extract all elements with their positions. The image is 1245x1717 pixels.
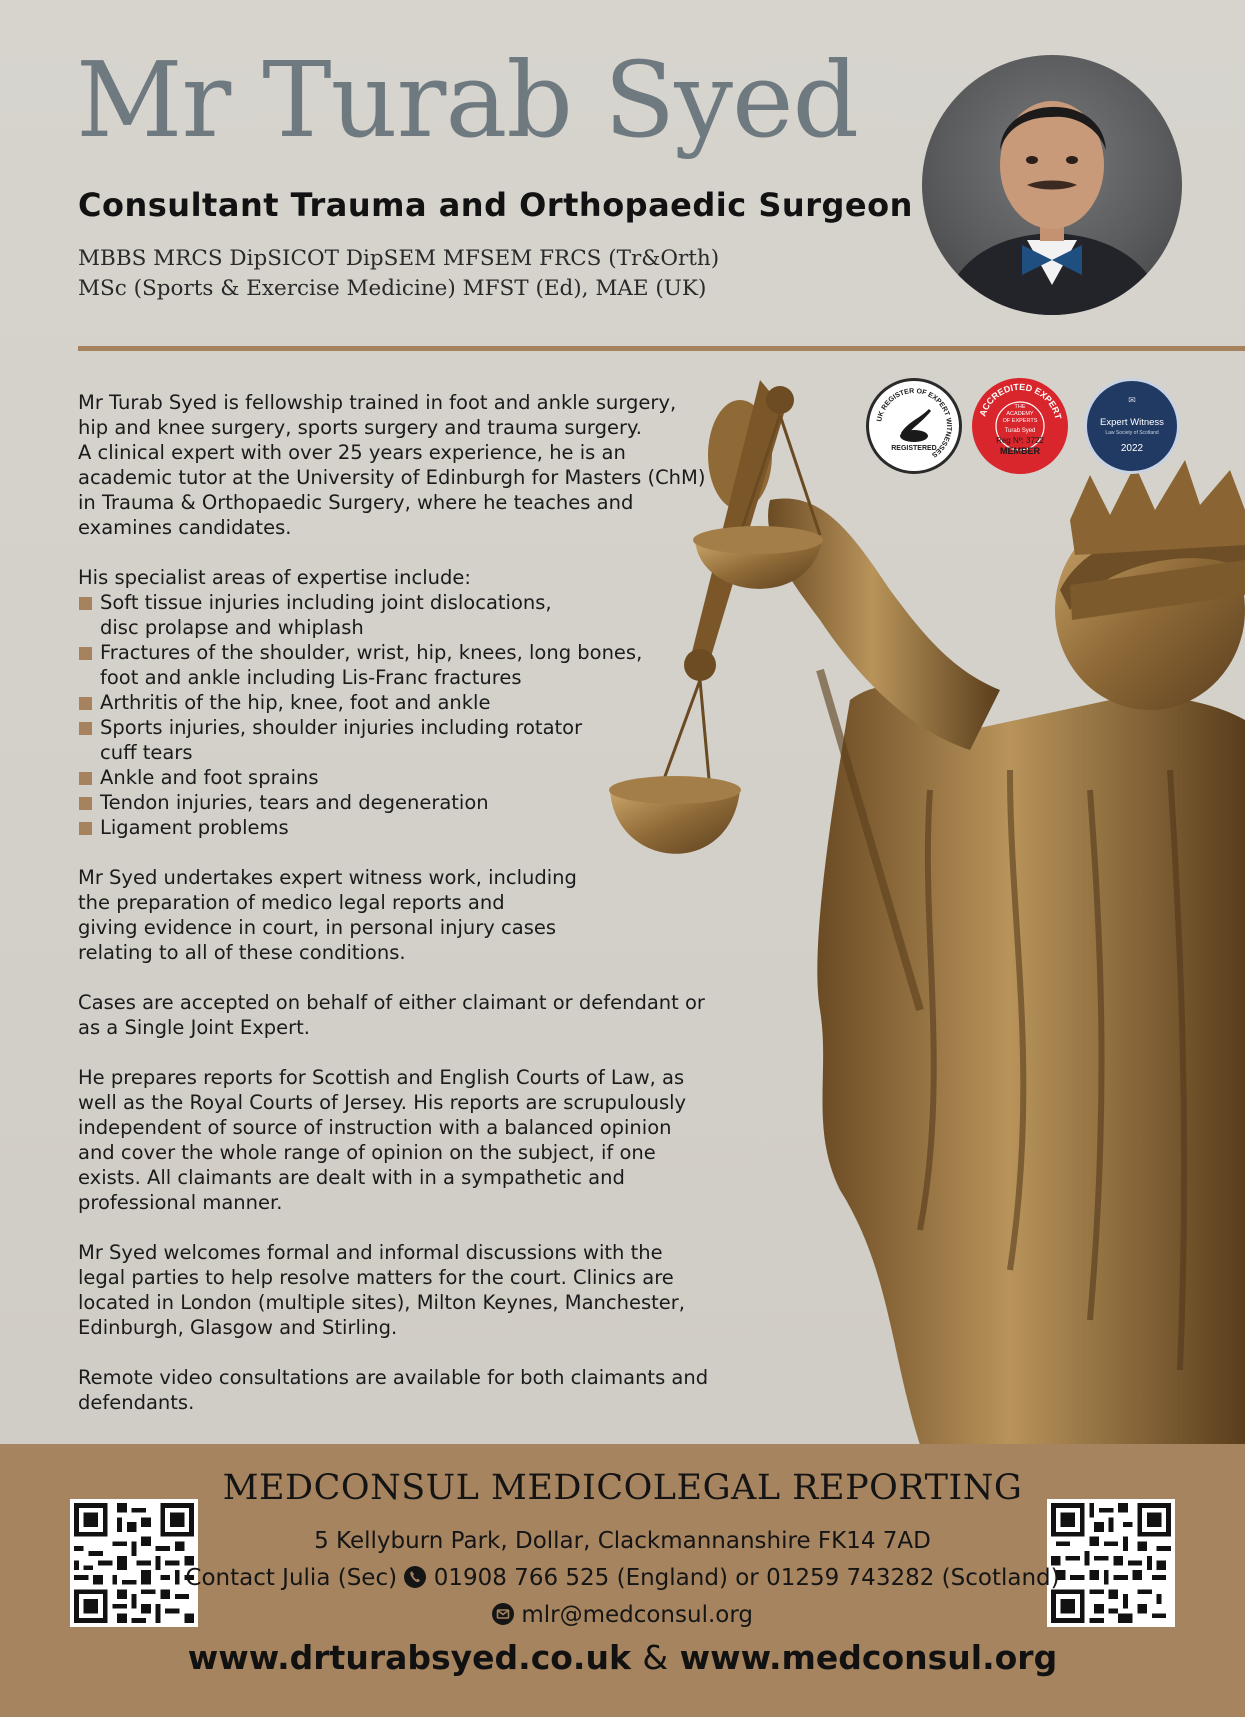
qualification-line: MBBS MRCS DipSICOT DipSEM MFSEM FRCS (Tr&Orth) [78, 246, 720, 271]
specialist-list [78, 590, 768, 840]
expert-witness-badge [1084, 378, 1180, 474]
text-line: Soft tissue injuries including joint dislocations, [100, 591, 552, 614]
text-line: Ankle and foot sprains [100, 766, 319, 789]
job-title: Consultant Trauma and Orthopaedic Surgeon [78, 186, 913, 224]
list-item [78, 690, 768, 715]
square-bullet-icon [79, 647, 92, 660]
text-line: disc prolapse and whiplash [100, 616, 364, 639]
intro-paragraph [78, 390, 768, 540]
badge-center-text: THE ACADEMY OF EXPERTS [1002, 404, 1038, 424]
text-line: legal parties to help resolve matters for the court. Clinics are [78, 1266, 674, 1289]
address: 5 Kellyburn Park, Dollar, Clackmannanshire FK14 7AD [314, 1528, 931, 1554]
list-item [78, 765, 768, 790]
clinics-paragraph [78, 1240, 768, 1340]
svg-text:ACCREDITED EXPERT: ACCREDITED EXPERT [977, 381, 1064, 421]
badge-title: Expert Witness [1100, 417, 1164, 428]
text-line: Sports injuries, shoulder injuries including rotator [100, 716, 583, 739]
qualifications [78, 244, 719, 304]
text-line: Edinburgh, Glasgow and Stirling. [78, 1316, 398, 1339]
email-line [0, 1602, 1245, 1628]
text-line: Mr Syed undertakes expert witness work, including [78, 866, 577, 889]
website-link-drturabsyed[interactable]: www.drturabsyed.co.uk [187, 1638, 631, 1677]
contact-line [0, 1565, 1245, 1591]
phone-numbers[interactable]: 01908 766 525 (England) or 01259 743282 (Scotland) [433, 1565, 1060, 1591]
contact-prefix: Contact Julia (Sec) [185, 1565, 398, 1591]
badge-name: Turab Syed [1004, 428, 1036, 434]
text-line: Tendon injuries, tears and degeneration [100, 791, 489, 814]
badge-year: 2022 [1120, 443, 1144, 454]
square-bullet-icon [79, 772, 92, 785]
svg-text:UK REGISTER OF EXPERT WITNESSE: UK REGISTER OF EXPERT WITNESSES [876, 387, 953, 459]
list-item [78, 790, 768, 815]
square-bullet-icon [79, 597, 92, 610]
uk-register-badge [866, 378, 962, 474]
text-line: relating to all of these conditions. [78, 941, 406, 964]
remote-paragraph [78, 1365, 768, 1415]
text-line: and cover the whole range of opinion on the subject, if one [78, 1141, 656, 1164]
badge-reg: Reg Nº: 3722 [996, 436, 1044, 445]
envelope-icon: ✉ [1128, 395, 1136, 405]
reports-paragraph [78, 1065, 768, 1215]
text-line: independent of source of instruction with a balanced opinion [78, 1116, 672, 1139]
text-line: Arthritis of the hip, knee, foot and ankle [100, 691, 491, 714]
company-name: MEDCONSUL MEDICOLEGAL REPORTING [222, 1468, 1023, 1508]
square-bullet-icon [79, 797, 92, 810]
section-divider [78, 346, 1245, 351]
main-content [78, 390, 768, 1415]
text-line: giving evidence in court, in personal injury cases [78, 916, 557, 939]
text-line: exists. All claimants are dealt with in a sympathetic and [78, 1166, 625, 1189]
text-line: He prepares reports for Scottish and English Courts of Law, as [78, 1066, 685, 1089]
text-line: Ligament problems [100, 816, 289, 839]
cases-paragraph [78, 990, 768, 1040]
text-line: A clinical expert with over 25 years experience, he is an [78, 441, 626, 464]
text-line: cuff tears [100, 741, 193, 764]
portrait-photo [922, 55, 1182, 315]
email-link[interactable]: mlr@medconsul.org [521, 1602, 753, 1628]
list-item [78, 640, 768, 690]
text-line: Remote video consultations are available for both claimants and [78, 1366, 709, 1389]
badge-label: REGISTERED [891, 445, 937, 452]
text-line: Fractures of the shoulder, wrist, hip, knees, long bones, [100, 641, 643, 664]
expert-witness-paragraph [78, 865, 768, 965]
text-line: located in London (multiple sites), Milton Keynes, Manchester, [78, 1291, 685, 1314]
badge-org: Law Society of Scotland [1105, 430, 1159, 436]
list-item [78, 590, 768, 640]
text-line: Cases are accepted on behalf of either claimant or defendant or [78, 991, 705, 1014]
accredited-expert-badge [972, 378, 1068, 474]
text-line: hip and knee surgery, sports surgery and trauma surgery. [78, 416, 642, 439]
specialist-heading: His specialist areas of expertise include: [78, 566, 471, 589]
text-line: foot and ankle including Lis-Franc fractures [100, 666, 522, 689]
square-bullet-icon [79, 722, 92, 735]
website-links [0, 1638, 1245, 1677]
square-bullet-icon [79, 697, 92, 710]
text-line: Mr Syed welcomes formal and informal discussions with the [78, 1241, 663, 1264]
square-bullet-icon [79, 822, 92, 835]
badge-member: MEMBER [1000, 446, 1040, 456]
text-line: academic tutor at the University of Edinburgh for Masters (ChM) [78, 466, 706, 489]
text-line: Mr Turab Syed is fellowship trained in foot and ankle surgery, [78, 391, 677, 414]
text-line: in Trauma & Orthopaedic Surgery, where he teaches and [78, 491, 634, 514]
text-line: professional manner. [78, 1191, 283, 1214]
website-separator: & [642, 1638, 669, 1677]
text-line: examines candidates. [78, 516, 292, 539]
website-link-medconsul[interactable]: www.medconsul.org [679, 1638, 1058, 1677]
contact-footer [0, 1444, 1245, 1717]
list-item [78, 715, 768, 765]
text-line: well as the Royal Courts of Jersey. His reports are scrupulously [78, 1091, 687, 1114]
qualification-line: MSc (Sports & Exercise Medicine) MFST (Ed), MAE (UK) [78, 276, 707, 301]
text-line: as a Single Joint Expert. [78, 1016, 311, 1039]
page-title: Mr Turab Syed [76, 39, 859, 161]
text-line: the preparation of medico legal reports and [78, 891, 505, 914]
phone-icon [404, 1566, 426, 1588]
list-item [78, 815, 768, 840]
envelope-icon [492, 1603, 514, 1625]
text-line: defendants. [78, 1391, 195, 1414]
